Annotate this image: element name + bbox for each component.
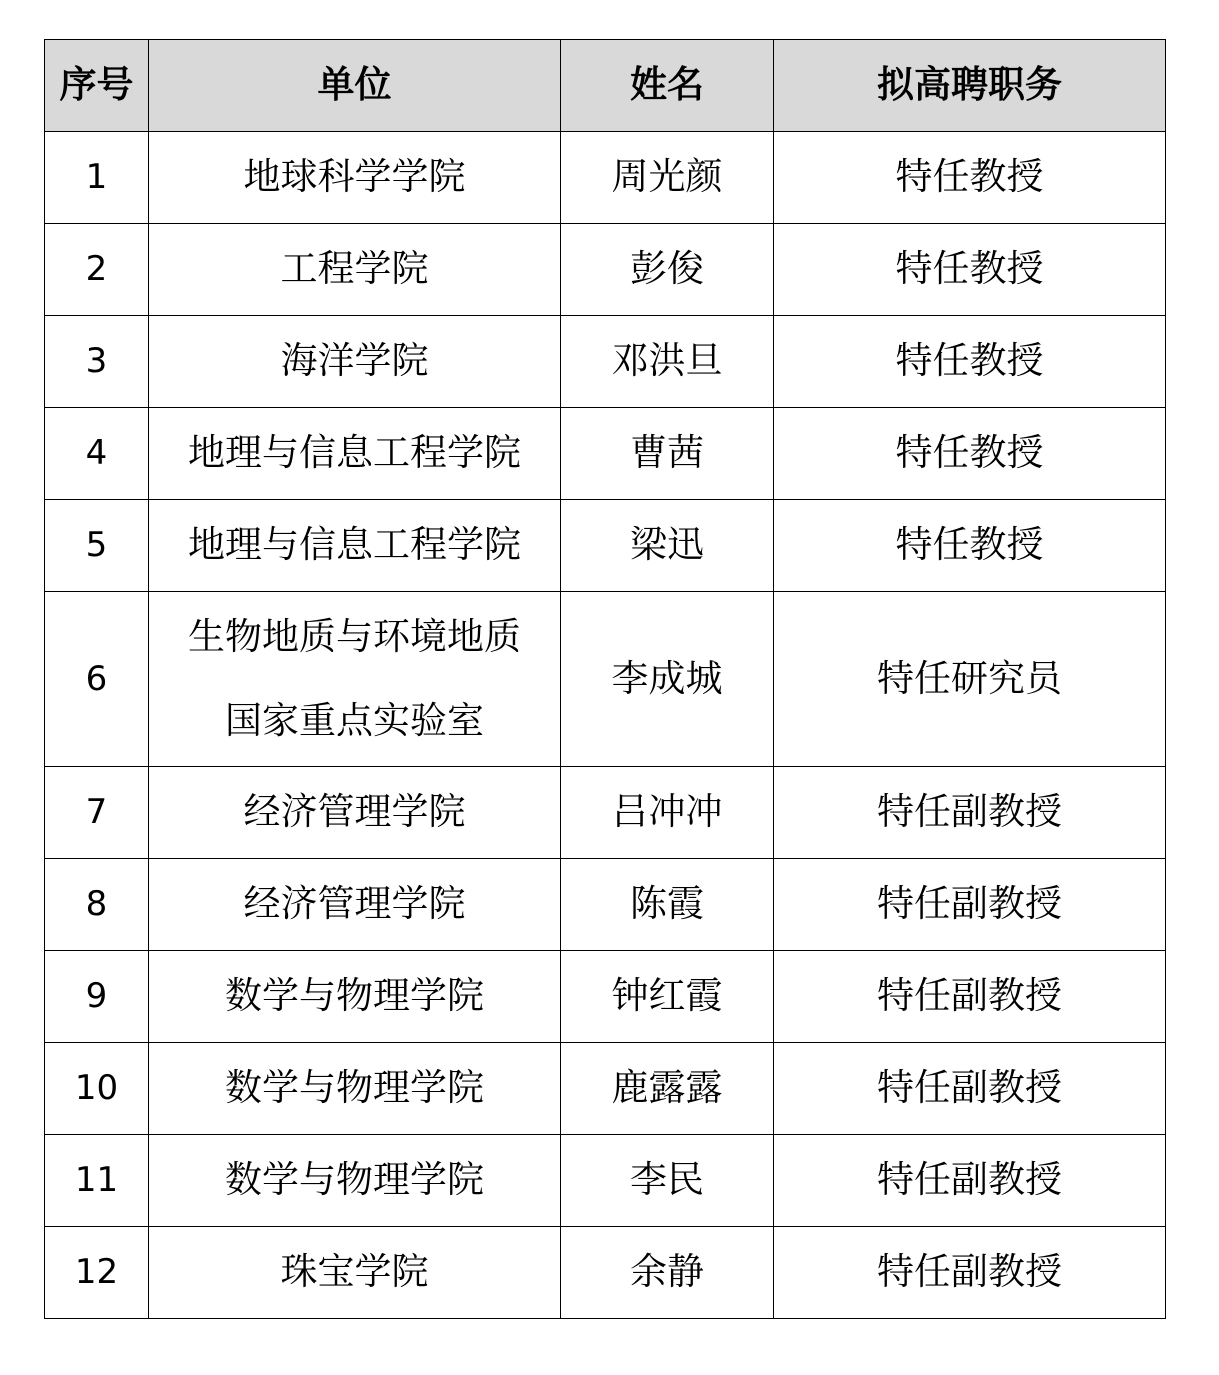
cell-unit: 经济管理学院 (149, 859, 561, 951)
cell-unit: 数学与物理学院 (149, 951, 561, 1043)
table-row (45, 951, 1166, 1043)
cell-name: 梁迅 (561, 500, 774, 592)
cell-index: 12 (45, 1227, 149, 1319)
cell-position: 特任副教授 (774, 859, 1166, 951)
cell-name: 彭俊 (561, 224, 774, 316)
cell-position: 特任副教授 (774, 951, 1166, 1043)
table-row (45, 1043, 1166, 1135)
table-row (45, 859, 1166, 951)
cell-position: 特任教授 (774, 408, 1166, 500)
cell-position: 特任教授 (774, 224, 1166, 316)
header-row (45, 40, 1166, 132)
cell-index: 6 (45, 592, 149, 767)
cell-position: 特任教授 (774, 500, 1166, 592)
cell-name: 陈霞 (561, 859, 774, 951)
cell-unit: 数学与物理学院 (149, 1043, 561, 1135)
cell-position: 特任副教授 (774, 1227, 1166, 1319)
table-row (45, 500, 1166, 592)
cell-name: 余静 (561, 1227, 774, 1319)
cell-index: 9 (45, 951, 149, 1043)
cell-index: 11 (45, 1135, 149, 1227)
table-row (45, 408, 1166, 500)
cell-name: 曹茜 (561, 408, 774, 500)
cell-unit: 地球科学学院 (149, 132, 561, 224)
cell-unit (149, 592, 561, 767)
header-name: 姓名 (561, 40, 774, 132)
cell-position: 特任教授 (774, 132, 1166, 224)
cell-unit-line: 生物地质与环境地质 (188, 615, 521, 658)
appointment-table (44, 39, 1166, 1319)
cell-index: 7 (45, 767, 149, 859)
cell-position: 特任副教授 (774, 1043, 1166, 1135)
table-row (45, 1135, 1166, 1227)
cell-unit: 海洋学院 (149, 316, 561, 408)
cell-index: 4 (45, 408, 149, 500)
cell-position: 特任副教授 (774, 1135, 1166, 1227)
table-row (45, 767, 1166, 859)
cell-name: 吕冲冲 (561, 767, 774, 859)
table-row (45, 132, 1166, 224)
cell-unit: 经济管理学院 (149, 767, 561, 859)
cell-unit: 珠宝学院 (149, 1227, 561, 1319)
header-position: 拟高聘职务 (774, 40, 1166, 132)
table-row (45, 316, 1166, 408)
cell-unit: 地理与信息工程学院 (149, 500, 561, 592)
table-row (45, 224, 1166, 316)
header-index: 序号 (45, 40, 149, 132)
cell-index: 2 (45, 224, 149, 316)
cell-index: 8 (45, 859, 149, 951)
cell-name: 周光颜 (561, 132, 774, 224)
cell-index: 10 (45, 1043, 149, 1135)
table-row (45, 1227, 1166, 1319)
cell-position: 特任副教授 (774, 767, 1166, 859)
cell-position: 特任研究员 (774, 592, 1166, 767)
cell-index: 1 (45, 132, 149, 224)
cell-name: 钟红霞 (561, 951, 774, 1043)
cell-index: 5 (45, 500, 149, 592)
cell-name: 李民 (561, 1135, 774, 1227)
header-unit: 单位 (149, 40, 561, 132)
cell-unit: 地理与信息工程学院 (149, 408, 561, 500)
table-row (45, 592, 1166, 767)
cell-unit: 工程学院 (149, 224, 561, 316)
cell-index: 3 (45, 316, 149, 408)
cell-unit: 数学与物理学院 (149, 1135, 561, 1227)
cell-position: 特任教授 (774, 316, 1166, 408)
cell-name: 李成城 (561, 592, 774, 767)
cell-name: 鹿露露 (561, 1043, 774, 1135)
cell-unit-line: 国家重点实验室 (225, 699, 484, 742)
cell-name: 邓洪旦 (561, 316, 774, 408)
